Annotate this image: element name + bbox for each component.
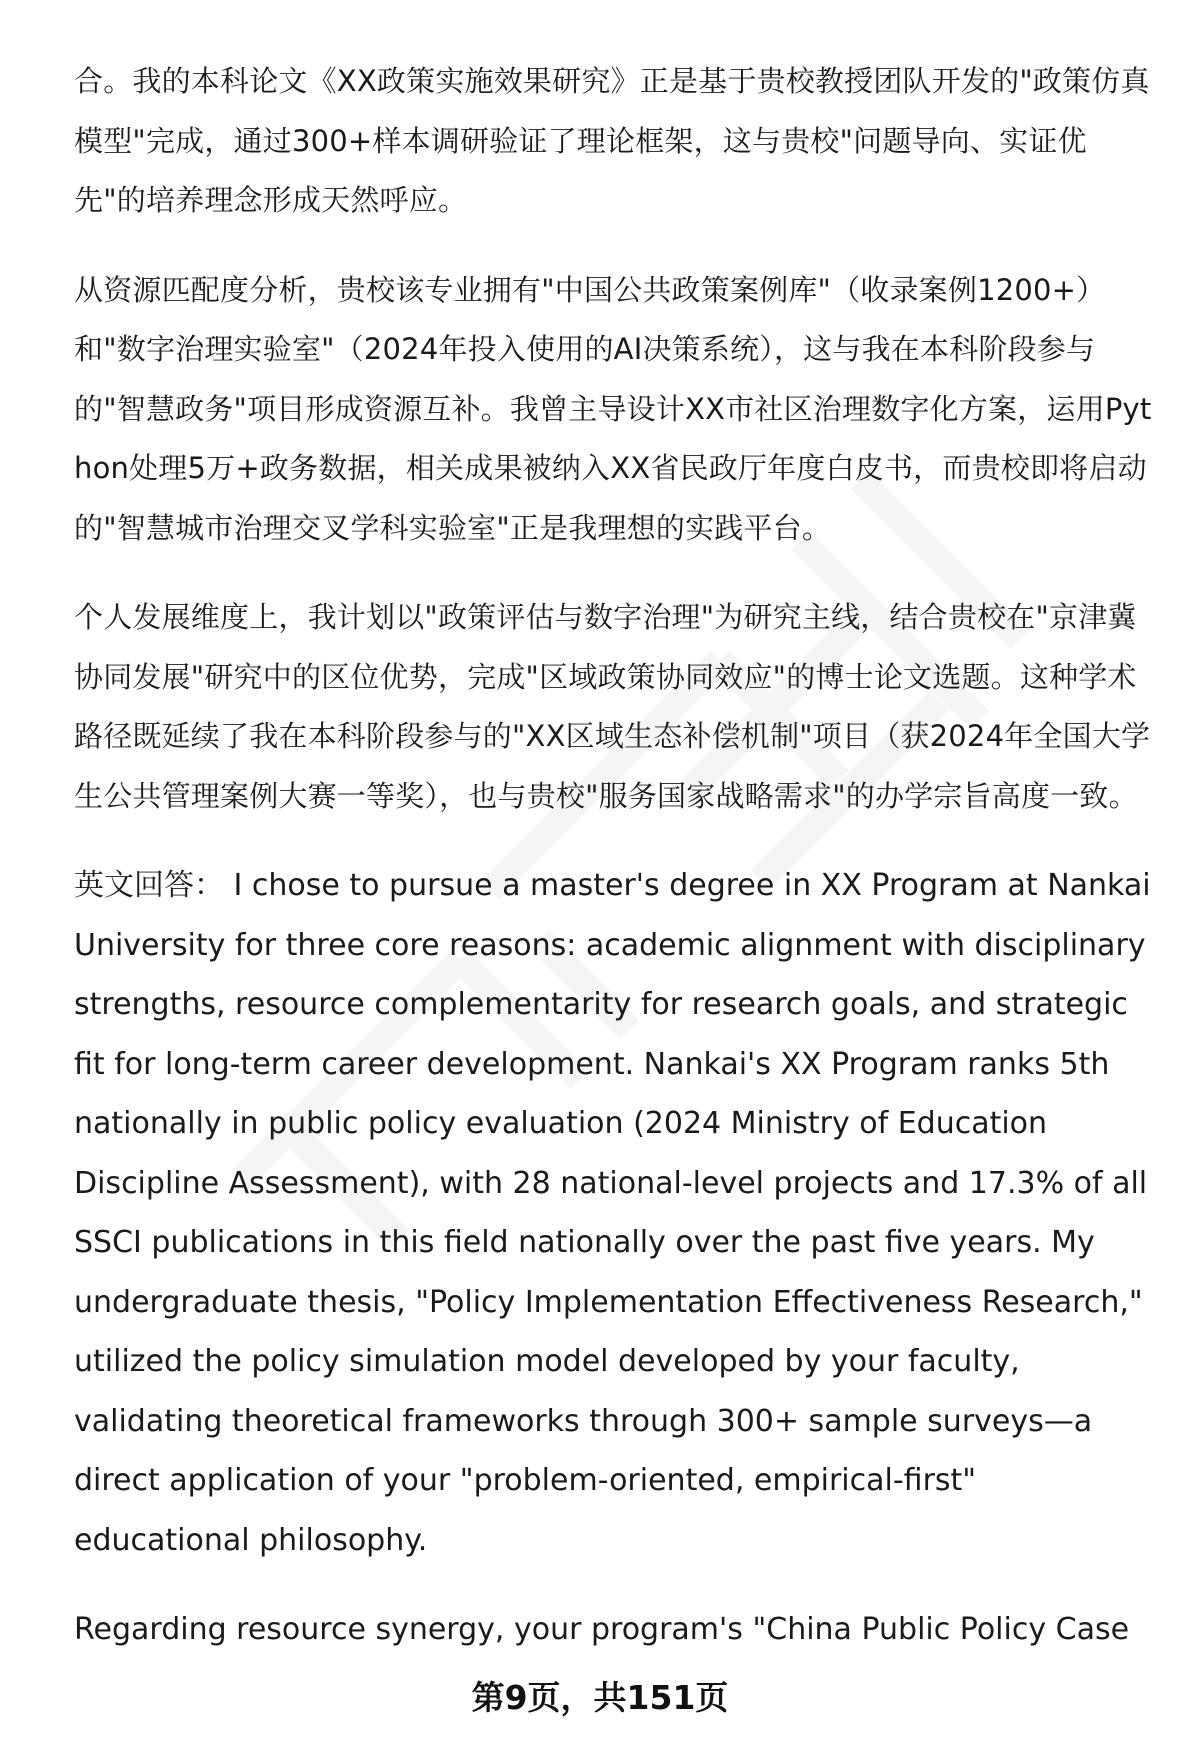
paragraph-2: 从资源匹配度分析，贵校该专业拥有"中国公共政策案例库"（收录案例1200+）和"数字治理实验室"（2024年投入使用的AI决策系统），这与我在本科阶段参与的"智慧政务"项目形成资源互补。我曾主导设计XX市社区治理数字化方案，运用Python处理5万+政务数据，相关成果被纳入XX省民政厅年度白皮书，而贵校即将启动的"智慧城市治理交叉学科实验室"正是我理想的实践平台。: [74, 272, 1152, 545]
paragraph-4-english-answer: 英文回答： I chose to pursue a master's degree in XX Program at Nankai University for three core reasons: academic alignment with disciplinary strengths, resource complementarity for research goals, and strategic fit for long-term career development. Nankai's XX Program ranks 5th nationally in public policy evaluation (2024 Ministry of Education Discipline Assessment), with 28 national-level projects and 17.3% of all SSCI publications in this field nationally over the past five years. My undergraduate thesis, "Policy Implementation Effectiveness Research," utilized the policy simulation model developed by your faculty, validating theoretical frameworks through 300+ sample surveys—a direct application of your "problem-oriented, empirical-first" educational philosophy.: [74, 868, 1151, 1558]
paragraph-3: 个人发展维度上，我计划以"政策评估与数字治理"为研究主线，结合贵校在"京津冀协同发展"研究中的区位优势，完成"区域政策协同效应"的博士论文选题。这种学术路径既延续了我在本科阶段参与的"XX区域生态补偿机制"项目（获2024年全国大学生公共管理案例大赛一等奖），也与贵校"服务国家战略需求"的办学宗旨高度一致。: [74, 600, 1151, 813]
paragraph-5: Regarding resource synergy, your program's "China Public Policy Case: [74, 1612, 1130, 1647]
page-number-footer: 第9页，共151页: [471, 1678, 729, 1717]
paragraph-1: 合。我的本科论文《XX政策实施效果研究》正是基于贵校教授团队开发的"政策仿真模型"完成，通过300+样本调研验证了理论框架，这与贵校"问题导向、实证优先"的培养理念形成天然呼应。: [74, 64, 1150, 217]
document-body: [74, 52, 1154, 1690]
